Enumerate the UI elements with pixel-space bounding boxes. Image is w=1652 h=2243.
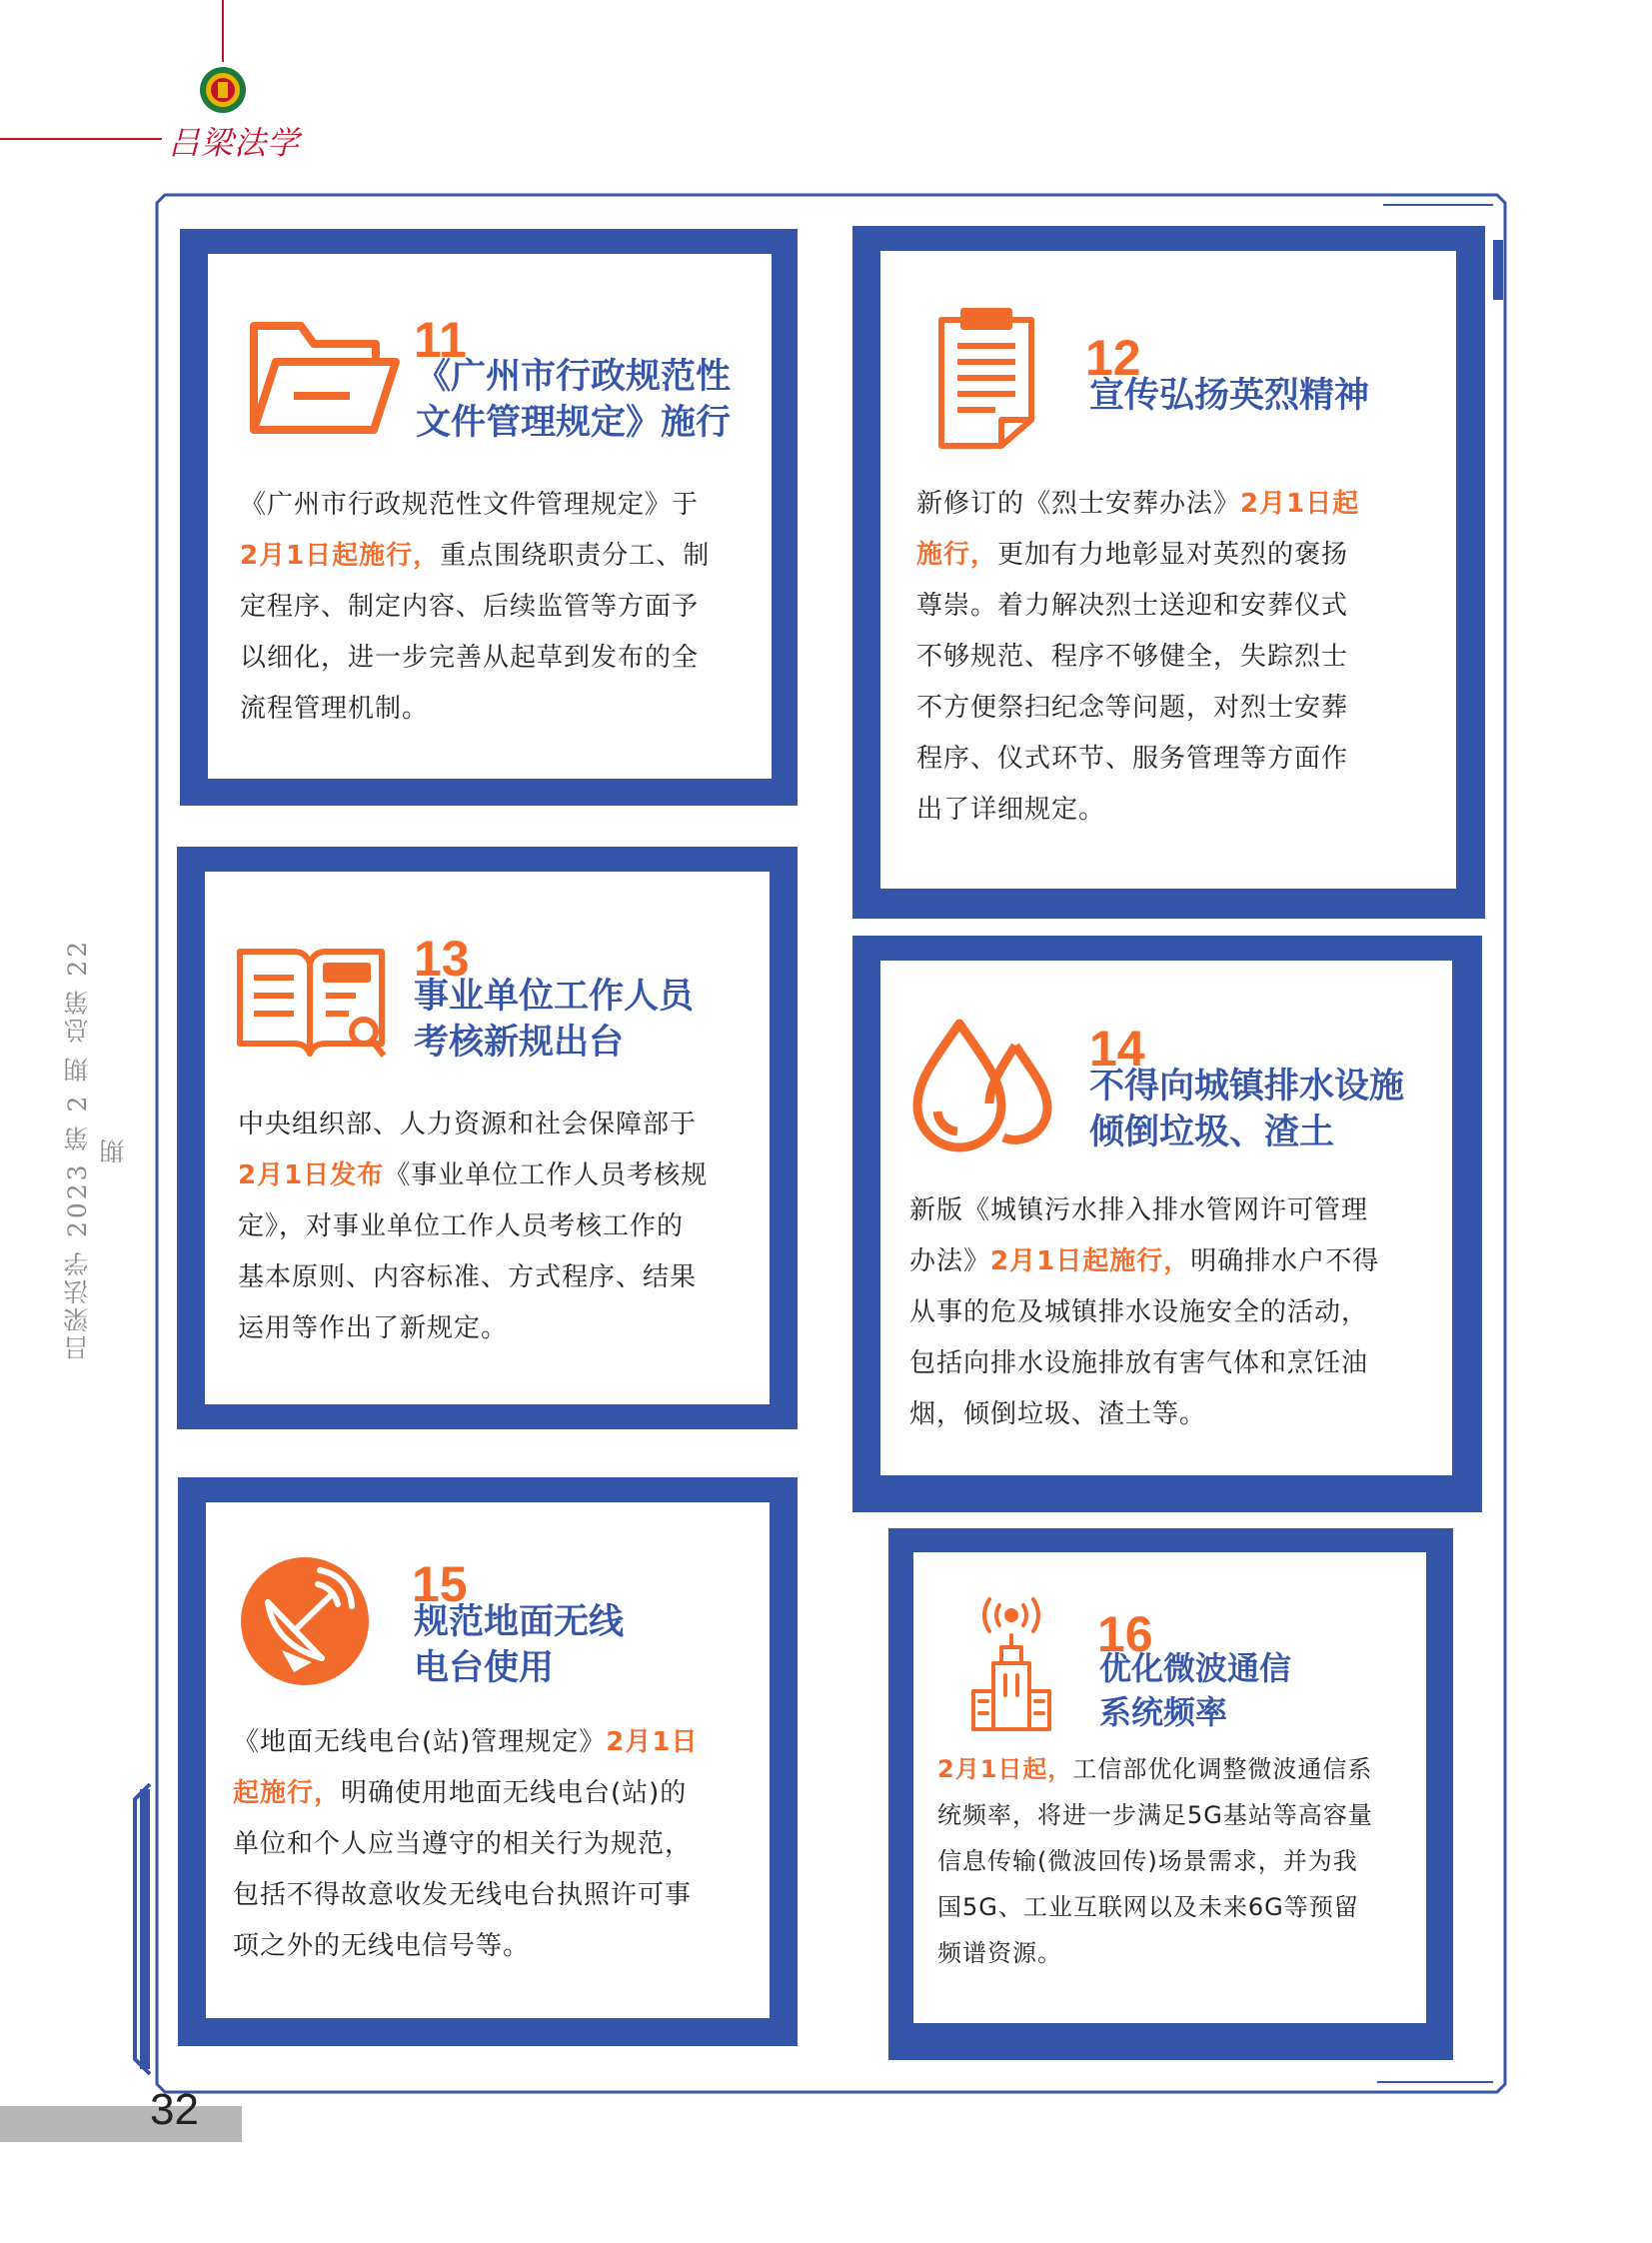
item-title-line-1: 《广州市行政规范性 bbox=[416, 357, 732, 397]
body-text: 统频率，将进一步满足5G基站等高容量 bbox=[937, 1801, 1373, 1829]
body-text: 包括不得故意收发无线电台执照许可事 bbox=[233, 1880, 693, 1910]
book-icon bbox=[234, 944, 388, 1066]
item-number: 15 bbox=[412, 1556, 468, 1612]
body-line bbox=[916, 530, 1436, 581]
body-text: 《地面无线电台(站)管理规定》 bbox=[233, 1727, 607, 1757]
body-text: 国5G、工业互联网以及未来6G等预留 bbox=[937, 1893, 1359, 1921]
body-text: 出了详细规定。 bbox=[916, 795, 1106, 825]
body-text: 不方便祭扫纪念等问题，对烈士安葬 bbox=[916, 693, 1349, 723]
body-text: 定程序、制定内容、后续监管等方面予 bbox=[240, 592, 700, 622]
body-line bbox=[233, 1717, 773, 1768]
logo-text: 吕梁法学 bbox=[168, 124, 301, 162]
item-body bbox=[937, 1746, 1417, 1976]
body-text: 流程管理机制。 bbox=[240, 694, 430, 724]
body-text: 频谱资源。 bbox=[937, 1939, 1062, 1967]
item-title-line-1: 优化微波通信 bbox=[1099, 1649, 1292, 1687]
signal-tower-icon bbox=[965, 1595, 1057, 1733]
body-line bbox=[240, 633, 760, 684]
body-line bbox=[916, 479, 1436, 530]
body-text: 办法》 bbox=[909, 1246, 991, 1276]
water-drops-icon bbox=[907, 1016, 1055, 1157]
item-number: 13 bbox=[414, 931, 470, 987]
body-text: 工信部优化调整微波通信系 bbox=[1072, 1755, 1373, 1783]
body-line bbox=[238, 1150, 758, 1201]
body-text: 烟，倾倒垃圾、渣土等。 bbox=[909, 1399, 1207, 1429]
clipboard-icon bbox=[935, 308, 1037, 452]
highlight-date: 2月1日起， bbox=[937, 1755, 1073, 1783]
item-number: 12 bbox=[1085, 330, 1141, 386]
body-line bbox=[916, 683, 1436, 734]
item-body bbox=[233, 1717, 773, 1972]
body-text: 信息传输(微波回传)场景需求，并为我 bbox=[937, 1847, 1358, 1875]
body-text: 明确排水户不得 bbox=[1190, 1246, 1380, 1276]
satellite-dish-icon bbox=[238, 1554, 372, 1688]
body-line bbox=[240, 480, 760, 531]
body-line bbox=[916, 785, 1436, 836]
body-text: 不够规范、程序不够健全，失踪烈士 bbox=[916, 642, 1349, 672]
body-text: 程序、仪式环节、服务管理等方面作 bbox=[916, 744, 1349, 774]
body-text: 新修订的《烈士安葬办法》 bbox=[916, 489, 1241, 519]
item-title-line-1: 宣传弘扬英烈精神 bbox=[1089, 376, 1370, 416]
page-number-bar bbox=[0, 2106, 242, 2142]
body-text: 项之外的无线电信号等。 bbox=[233, 1931, 531, 1961]
item-title-line-2: 文件管理规定》施行 bbox=[416, 403, 732, 443]
item-body bbox=[916, 479, 1436, 836]
item-title-line-1: 事业单位工作人员 bbox=[414, 977, 695, 1017]
body-text: 新版《城镇污水排入排水管网许可管理 bbox=[909, 1195, 1369, 1225]
item-title-line-2: 电台使用 bbox=[414, 1648, 555, 1688]
body-text: 单位和个人应当遵守的相关行为规范， bbox=[233, 1829, 693, 1859]
item-body bbox=[238, 1100, 758, 1354]
body-text: 重点围绕职责分工、制 bbox=[440, 541, 711, 571]
body-line bbox=[909, 1236, 1449, 1287]
folder-icon bbox=[246, 316, 404, 440]
item-number: 11 bbox=[414, 312, 467, 368]
highlight-date: 起施行， bbox=[233, 1778, 342, 1808]
body-line bbox=[909, 1389, 1449, 1440]
body-line bbox=[916, 632, 1436, 683]
highlight-date: 2月1日起施行， bbox=[240, 541, 441, 571]
body-line bbox=[238, 1252, 758, 1303]
body-line bbox=[909, 1338, 1449, 1389]
highlight-date: 2月1日发布 bbox=[238, 1160, 385, 1190]
body-line bbox=[937, 1884, 1417, 1930]
body-line bbox=[937, 1746, 1417, 1792]
body-line bbox=[238, 1201, 758, 1252]
body-text: 《事业单位工作人员考核规 bbox=[384, 1160, 709, 1190]
item-body bbox=[240, 480, 760, 735]
item-title-line-1: 规范地面无线 bbox=[414, 1602, 625, 1642]
body-text: 定》，对事业单位工作人员考核工作的 bbox=[238, 1211, 685, 1241]
body-line bbox=[916, 581, 1436, 632]
item-title-line-2: 考核新规出台 bbox=[414, 1023, 625, 1063]
body-text: 运用等作出了新规定。 bbox=[238, 1313, 509, 1343]
body-text: 包括向排水设施排放有害气体和烹饪油 bbox=[909, 1348, 1369, 1378]
body-line bbox=[909, 1185, 1449, 1236]
body-line bbox=[240, 531, 760, 582]
body-line bbox=[916, 734, 1436, 785]
item-body bbox=[909, 1185, 1449, 1440]
body-line bbox=[233, 1768, 773, 1819]
body-text: 以细化，进一步完善从起草到发布的全 bbox=[240, 643, 700, 673]
body-text: 中央组织部、人力资源和社会保障部于 bbox=[238, 1110, 698, 1139]
item-title-line-2: 倾倒垃圾、渣土 bbox=[1089, 1113, 1335, 1152]
highlight-date: 施行， bbox=[916, 540, 998, 570]
body-line bbox=[238, 1100, 758, 1150]
body-text: 尊崇。着力解决烈士送迎和安葬仪式 bbox=[916, 591, 1349, 621]
body-line bbox=[233, 1819, 773, 1870]
body-text: 基本原则、内容标准、方式程序、结果 bbox=[238, 1262, 698, 1292]
body-text: 《广州市行政规范性文件管理规定》于 bbox=[240, 490, 700, 520]
body-line bbox=[909, 1287, 1449, 1338]
body-line bbox=[937, 1792, 1417, 1838]
body-text: 更加有力地彰显对英烈的褒扬 bbox=[997, 540, 1349, 570]
body-line bbox=[937, 1838, 1417, 1884]
body-line bbox=[240, 582, 760, 633]
highlight-date: 2月1日 bbox=[606, 1727, 699, 1757]
highlight-date: 2月1日起 bbox=[1240, 489, 1360, 519]
item-title-line-2: 系统频率 bbox=[1099, 1693, 1228, 1731]
body-text: 从事的危及城镇排水设施安全的活动， bbox=[909, 1297, 1369, 1327]
body-line bbox=[238, 1303, 758, 1354]
item-number: 16 bbox=[1097, 1606, 1153, 1662]
item-number: 14 bbox=[1089, 1021, 1145, 1077]
body-line bbox=[233, 1870, 773, 1921]
item-title-line-1: 不得向城镇排水设施 bbox=[1089, 1067, 1405, 1107]
body-line bbox=[233, 1921, 773, 1972]
body-text: 明确使用地面无线电台(站)的 bbox=[341, 1778, 688, 1808]
highlight-date: 2月1日起施行， bbox=[990, 1246, 1191, 1276]
page-number: 32 bbox=[150, 2085, 199, 2134]
issue-sidebar-text: 吕梁法学 2023 第 2 期 总第 22 期 bbox=[63, 938, 128, 1361]
body-line bbox=[240, 684, 760, 735]
body-line bbox=[937, 1930, 1417, 1976]
